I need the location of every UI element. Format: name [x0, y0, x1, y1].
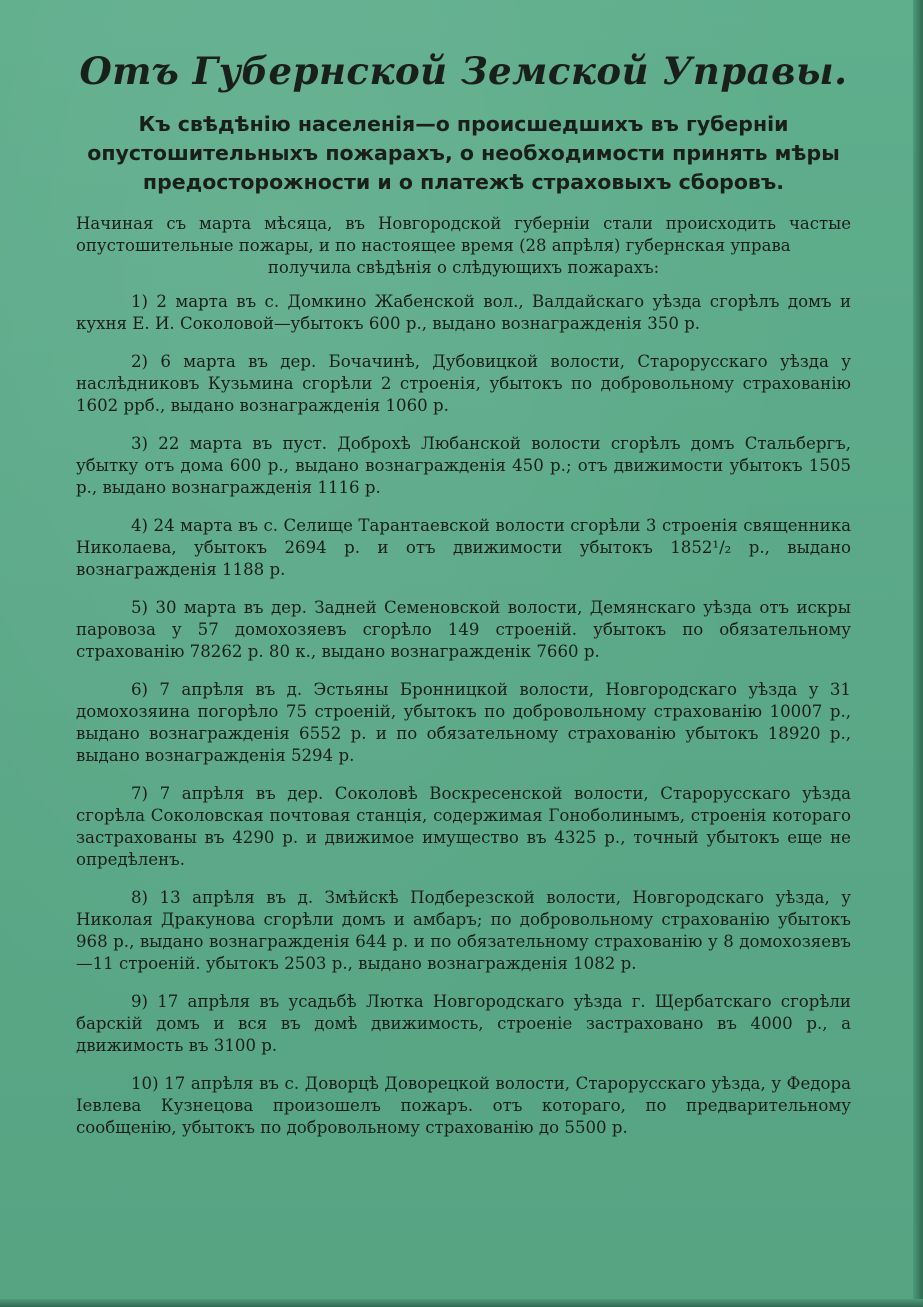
intro-last-line: получила свѣдѣнія о слѣдующихъ пожарахъ: — [267, 258, 660, 277]
fire-report-item-8: 8) 13 апрѣля въ д. Змѣйскѣ Подберезской волости, Новгородскаго уѣзда, у Николая Дракунова сгорѣли домъ и амбаръ; по добровольному страхованію убытокъ 968 р., выдано вознагражденія 644 р. и по обязательному страхованію у 8 домохозяевъ—11 строеній. убытокъ 2503 р., выдано вознагражденія 1082 р. — [76, 888, 851, 973]
page-edge-shadow-right — [913, 0, 923, 1307]
page-subtitle: Къ свѣдѣнію населенія—о происшедшихъ въ губерніи опустошительныхъ пожарахъ, о необходимости принять мѣры предосторожности и о платежѣ страховыхъ сборовъ. — [87, 112, 840, 194]
fire-report-item-5: 5) 30 марта въ дер. Задней Семеновской волости, Демянскаго уѣзда отъ искры паровоза у 57 домохозяевъ сгорѣло 149 строеній. убытокъ по обязательному страхованію 78262 р. 80 к., выдано вознагражденік 7660 р. — [76, 598, 851, 661]
fire-report-item-10: 10) 17 апрѣля въ с. Доворцѣ Доворецкой волости, Старорусскаго уѣзда, у Федора Іевлева Кузнецова произошелъ пожаръ. отъ котораго, по предварительному сообщенію, убытокъ по добровольному страхованію до 5500 р. — [76, 1074, 851, 1137]
fire-report-item-9: 9) 17 апрѣля въ усадьбѣ Лютка Новгородскаго уѣзда г. Щербатскаго сгорѣли барскій домъ и вся въ домѣ движимость, строеніе застраховано въ 4000 р., а движимость въ 3100 р. — [76, 992, 851, 1055]
intro-text: Начиная съ марта мѣсяца, въ Новгородской губерніи стали происходить частые опустошительные пожары, и по настоящее время (28 апрѣля) губернская управа — [76, 214, 851, 255]
fire-report-item-3: 3) 22 марта въ пуст. Доброхѣ Любанской волости сгорѣлъ домъ Стальбергъ, убытку отъ дома 600 р., выдано вознагражденія 450 р.; отъ движимости убытокъ 1505 р., выдано вознагражденія 1116 р. — [76, 434, 851, 497]
fire-report-item-7: 7) 7 апрѣля въ дер. Соколовѣ Воскресенской волости, Старорусскаго уѣзда сгорѣла Соколовская почтовая станція, содержимая Гоноболинымъ, строенія котораго застрахованы въ 4290 р. и движимое имущество въ 4325 р., точный убытокъ еще не опредѣленъ. — [76, 784, 851, 869]
fire-report-item-6: 6) 7 апрѣля въ д. Эстьяны Бронницкой волости, Новгородскаго уѣзда у 31 домохозяина погорѣло 75 строеній, убытокъ по добровольному страхованію 10007 р., выдано вознагражденія 6552 р. и по обязательному страхованію убытокъ 18920 р., выдано вознагражденія 5294 р. — [76, 680, 851, 765]
page-edge-shadow-bottom — [0, 1299, 923, 1307]
page-title: Отъ Губернской Земской Управы. — [79, 49, 848, 93]
intro-paragraph — [76, 213, 851, 279]
fire-report-item-1: 1) 2 марта въ с. Домкино Жабенской вол., Валдайскаго уѣзда сгорѣлъ домъ и кухня Е. И. Соколовой—убытокъ 600 р., выдано вознагражденія 350 р. — [76, 292, 851, 333]
fire-report-item-4: 4) 24 марта въ с. Селище Тарантаевской волости сгорѣли 3 строенія священника Николаева, убытокъ 2694 р. и отъ движимости убытокъ 1852¹/₂ р., выдано вознагражденія 1188 р. — [76, 516, 851, 579]
document-body — [76, 48, 851, 1155]
fire-report-item-2: 2) 6 марта въ дер. Бочачинѣ, Дубовицкой волости, Старорусскаго уѣзда у наслѣдниковъ Кузьмина сгорѣли 2 строенія, убытокъ по добровольному страхованію 1602 ррб., выдано вознагражденія 1060 р. — [76, 352, 851, 415]
